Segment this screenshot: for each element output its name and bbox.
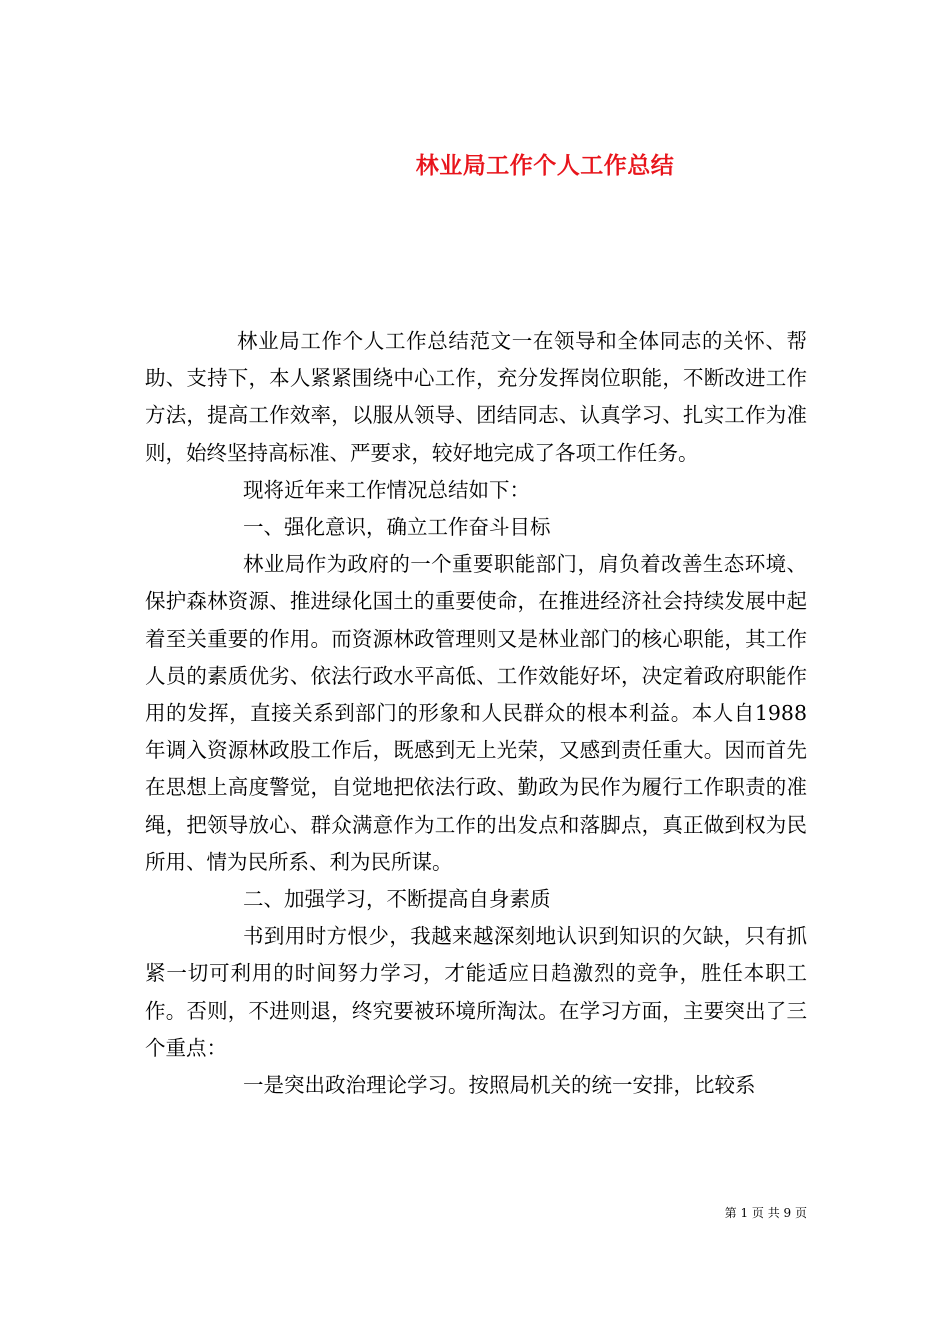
document-title: 林业局工作个人工作总结 (415, 152, 675, 180)
page-number: 第 1 页 共 9 页 (724, 1206, 807, 1220)
paragraph-section-2: 书到用时方恨少，我越来越深刻地认识到知识的欠缺，只有抓紧一切可利用的时间努力学习，才能适应日趋激烈的竞争，胜任本职工作。否则，不进则退，终究要被环境所淘汰。在学习方面，主要突出了三个重点： (145, 924, 807, 1060)
paragraph-summary-lead: 现将近年来工作情况总结如下： (243, 477, 530, 502)
paragraph-section-1: 林业局作为政府的一个重要职能部门，肩负着改善生态环境、保护森林资源、推进绿化国土的重要使命，在推进经济社会持续发展中起着至关重要的作用。而资源林政管理则又是林业部门的核心职能，其工作人员的素质优劣、依法行政水平高低、工作效能好坏，决定着政府职能作用的发挥，直接关系到部门的形象和人民群众的根本利益。本人自1988年调入资源林政股工作后，既感到无上光荣，又感到责任重大。因而首先在思想上高度警觉，自觉地把依法行政、勤政为民作为履行工作职责的准绳，把领导放心、群众满意作为工作的出发点和落脚点，真正做到权为民所用、情为民所系、利为民所谋。 (145, 552, 807, 874)
section-heading-1: 一、强化意识，确立工作奋斗目标 (243, 515, 551, 540)
section-heading-2: 二、加强学习，不断提高自身素质 (243, 887, 551, 912)
paragraph-point-1: 一是突出政治理论学习。按照局机关的统一安排，比较系 (243, 1073, 756, 1098)
document-body (145, 323, 807, 1104)
paragraph-intro: 林业局工作个人工作总结范文一在领导和全体同志的关怀、帮助、支持下，本人紧紧围绕中心工作，充分发挥岗位职能，不断改进工作方法，提高工作效率，以服从领导、团结同志、认真学习、扎实工作为准则，始终坚持高标准、严要求，较好地完成了各项工作任务。 (145, 329, 807, 465)
